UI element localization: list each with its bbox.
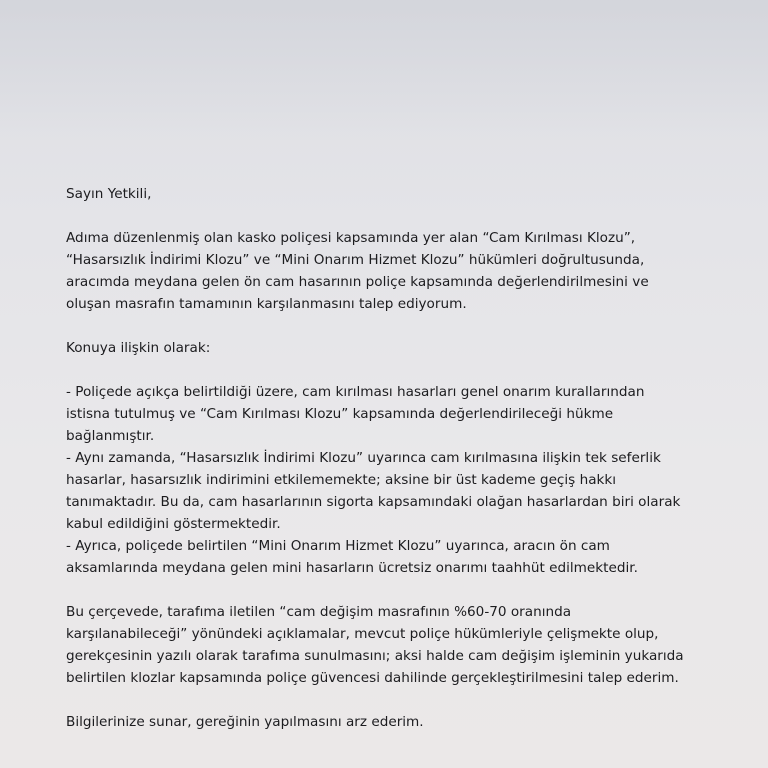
point-line: hasarlar, hasarsızlık indirimini etkilememekte; aksine bir üst kademe geçiş hakkı xyxy=(66,472,617,488)
paragraph-gap xyxy=(66,205,706,227)
intro-line: aracımda meydana gelen ön cam hasarının poliçe kapsamında değerlendirilmesini ve xyxy=(66,274,649,290)
request-line: Bu çerçevede, tarafıma iletilen “cam değişim masrafının %60-70 oranında xyxy=(66,604,572,620)
request-paragraph xyxy=(66,601,706,689)
paragraph-gap xyxy=(66,315,706,337)
paragraph-gap xyxy=(66,579,706,601)
point-line: kabul edildiğini göstermektedir. xyxy=(66,516,281,532)
intro-line: oluşan masrafın tamamının karşılanmasını talep ediyorum. xyxy=(66,296,467,312)
intro-line: Adıma düzenlenmiş olan kasko poliçesi kapsamında yer alan “Cam Kırılması Klozu”, xyxy=(66,230,636,246)
top-shadow xyxy=(0,0,768,140)
request-line: gerekçesinin yazılı olarak tarafıma sunulmasını; aksi halde cam değişim işleminin yukarıda xyxy=(66,648,684,664)
point-line: aksamlarında meydana gelen mini hasarların ücretsiz onarımı taahhüt edilmektedir. xyxy=(66,560,638,576)
point-line: tanımaktadır. Bu da, cam hasarlarının sigorta kapsamındaki olağan hasarlardan biri olarak xyxy=(66,494,681,510)
intro-paragraph xyxy=(66,227,706,315)
request-line: belirtilen klozlar kapsamında poliçe güvencesi dahilinde gerçekleştirilmesini talep ederim. xyxy=(66,670,679,686)
closing-line: Bilgilerinize sunar, gereğinin yapılmasını arz ederim. xyxy=(66,714,424,730)
letter-body xyxy=(66,183,706,733)
point-line: - Aynı zamanda, “Hasarsızlık İndirimi Klozu” uyarınca cam kırılmasına ilişkin tek seferlik xyxy=(66,450,661,466)
salutation: Sayın Yetkili, xyxy=(66,186,152,202)
point-line: istisna tutulmuş ve “Cam Kırılması Klozu” kapsamında değerlendirileceği hükme xyxy=(66,406,614,422)
points-list xyxy=(66,381,706,579)
point-line: - Ayrıca, poliçede belirtilen “Mini Onarım Hizmet Klozu” uyarınca, aracın ön cam xyxy=(66,538,610,554)
point-line: - Poliçede açıkça belirtildiği üzere, cam kırılması hasarları genel onarım kurallarından xyxy=(66,384,645,400)
paragraph-gap xyxy=(66,359,706,381)
request-line: karşılanabileceği” yönündeki açıklamalar, mevcut poliçe hükümleriyle çelişmekte olup, xyxy=(66,626,659,642)
paragraph-gap xyxy=(66,689,706,711)
point-line: bağlanmıştır. xyxy=(66,428,155,444)
intro-line: “Hasarsızlık İndirimi Klozu” ve “Mini Onarım Hizmet Klozu” hükümleri doğrultusunda, xyxy=(66,252,645,268)
subheading: Konuya ilişkin olarak: xyxy=(66,340,211,356)
